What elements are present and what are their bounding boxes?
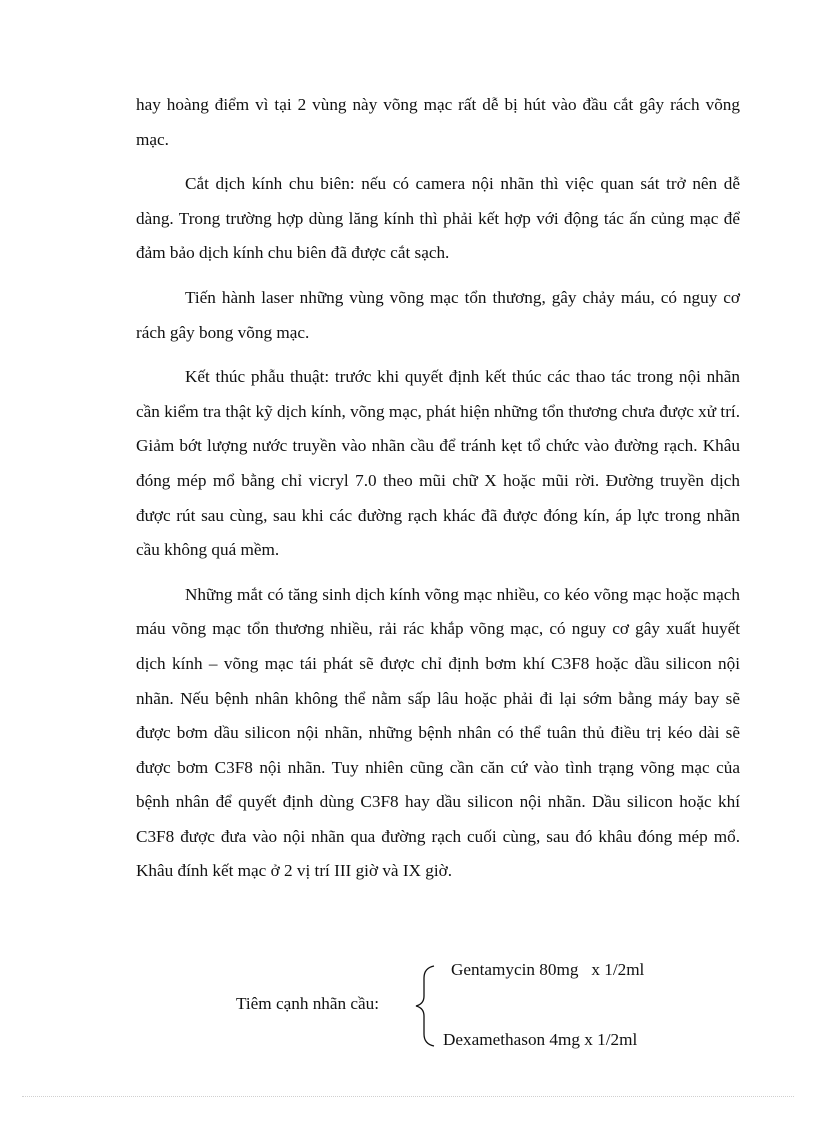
paragraph-3: Tiến hành laser những vùng võng mạc tổn thương, gây chảy máu, có nguy cơ rách gây bong võng mạc. [136,287,740,342]
page-bottom-divider [22,1096,794,1097]
body-text [136,88,740,899]
curly-brace-icon [412,964,442,1048]
paragraph-5: Những mắt có tăng sinh dịch kính võng mạc nhiều, co kéo võng mạc hoặc mạch máu võng mạc tổn thương nhiều, rải rác khắp võng mạc, có nguy cơ gây xuất huyết dịch kính – võng mạc tái phát sẽ được chỉ định bơm khí C3F8 hoặc dầu silicon nội nhãn. Nếu bệnh nhân không thể nằm sấp lâu hoặc phải đi lại sớm bằng máy bay sẽ được bơm dầu silicon nội nhãn, những bệnh nhân có thể tuân thủ điều trị kéo dài sẽ được bơm C3F8 nội nhãn. Tuy nhiên cũng cần căn cứ vào tình trạng võng mạc của bệnh nhân để quyết định dùng C3F8 hay dầu silicon nội nhãn. Dầu silicon hoặc khí C3F8 được đưa vào nội nhãn qua đường rạch cuối cùng, sau đó khâu đóng mép mổ. Khâu đính kết mạc ở 2 vị trí III giờ và IX giờ. [136,584,740,881]
injection-item-dexamethason: Dexamethason 4mg x 1/2ml [443,1030,638,1049]
injection-label: Tiêm cạnh nhãn cầu: [236,994,380,1013]
paragraph-1: hay hoàng điểm vì tại 2 vùng này võng mạc rất dễ bị hút vào đầu cắt gây rách võng mạc. [136,95,740,149]
paragraph-2: Cắt dịch kính chu biên: nếu có camera nội nhãn thì việc quan sát trở nên dễ dàng. Trong trường hợp dùng lăng kính thì phải kết hợp với động tác ấn củng mạc để đảm bảo dịch kính chu biên đã được cắt sạch. [136,174,740,263]
paragraph-4: Kết thúc phẫu thuật: trước khi quyết định kết thúc các thao tác trong nội nhãn cần kiểm tra thật kỹ dịch kính, võng mạc, phát hiện những tổn thương chưa được xử trí. Giảm bớt lượng nước truyền vào nhãn cầu để tránh kẹt tổ chức vào đường rạch. Khâu đóng mép mổ bằng chỉ vicryl 7.0 theo mũi chữ X hoặc mũi rời. Đường truyền dịch được rút sau cùng, sau khi các đường rạch khác đã được đóng kín, áp lực trong nhãn cầu không quá mềm. [136,367,740,560]
injection-item-gentamycin: Gentamycin 80mg x 1/2ml [451,960,645,979]
